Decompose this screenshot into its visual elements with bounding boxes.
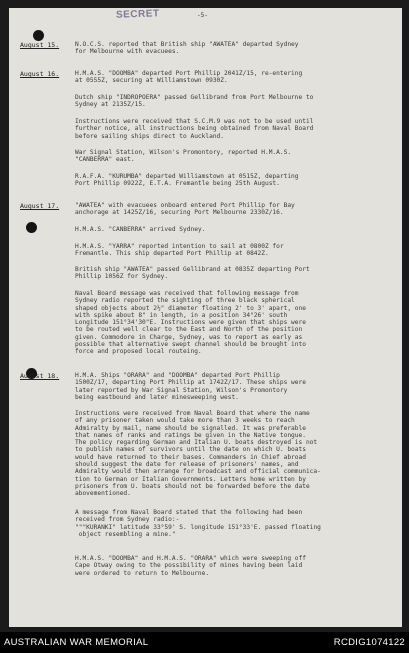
entry-paragraph: N.O.C.S. reported that British ship "AWATEA" departed Sydney for Melbourne with evacuees. bbox=[75, 41, 299, 56]
entry-paragraph: Naval Board message was received that following message from Sydney radio reported the sighting of three black spherical shaped objects about 2½" diameter floating 2' to 3' apart, one with spike about 8" in length, in a position 34°26' south Longitude 151°34'30"E. Instructions were given that ships were to be routed well clear to the East and North of the position given. Commodore in Charge, Sydney, was to report as early as possible that alternative swept channel should be brought into force and proposed local routeing. bbox=[75, 290, 306, 356]
archive-reference: RCDIG1074122 bbox=[333, 637, 405, 648]
entry-paragraph: Instructions were received that S.C.M.9 was not to be used until further notice, all instructions being obtained from Naval Board before sailing ships direct to Auckland. bbox=[75, 118, 314, 140]
entry-date: August 18. bbox=[20, 372, 60, 380]
entry-paragraph: War Signal Station, Wilson's Promontory, reported H.M.A.S. "CANBERRA" east. bbox=[75, 149, 292, 164]
entry-paragraph: Instructions were received from Naval Board that where the name of any prisoner taken would take more than 3 weeks to reach Admiralty by mail, name should be signalled. It was preferable that names of ranks and ratings be given in the Native tongue. The policy regarding German and Italian U. boats destroyed is not to publish names of survivors until the date on which U. boats would have returned to their bases. Commanders in Chief abroad should suggest the date for release of prisoners' names, and Admiralty would then arrange for broadcast and official communica- tion to German or Italian Governments. Letters home written by prisoners from U. boats should not be forwarded before the date abovementioned. bbox=[75, 410, 321, 498]
entry-paragraph: Dutch ship "INDROPOERA" passed Gellibrand from Port Melbourne to Sydney at 2135Z/15. bbox=[75, 94, 314, 109]
entry-paragraph: British ship "AWATEA" passed Gellibrand at 0835Z departing Port Phillip 1056Z for Sydney. bbox=[75, 266, 310, 281]
entry-paragraph: R.A.F.A. "KURUMBA" departed Williamstown at 0515Z, departing Port Phillip 0922Z, E.T.A. Fremantle being 25th August. bbox=[75, 173, 299, 188]
entry-paragraph: H.M.A.S. "CANBERRA" arrived Sydney. bbox=[75, 226, 206, 233]
entry-paragraph: A message from Naval Board stated that the following had been received from Sydney radio:- """KURANKI" latitude 33°59' S. longitude 151°33'E. passed floating object resembling a mine." bbox=[75, 509, 321, 538]
punch-hole bbox=[26, 222, 37, 233]
entry-date: August 15. bbox=[20, 41, 60, 49]
document-page bbox=[9, 8, 402, 627]
page-number: -5- bbox=[197, 12, 208, 19]
punch-hole bbox=[33, 30, 44, 41]
archive-footer bbox=[0, 632, 409, 653]
secret-stamp: SECRET bbox=[115, 8, 160, 21]
entry-paragraph: H.M.A.S. "DOOMBA" and H.M.A.S. "ORARA" which were sweeping off Cape Otway owing to the possibility of mines having been laid were ordered to return to Melbourne. bbox=[75, 555, 306, 577]
archive-name: AUSTRALIAN WAR MEMORIAL bbox=[4, 637, 149, 648]
entry-paragraph: H.M.A.S. "DOOMBA" departed Port Phillip 2041Z/15, re-entering at 0555Z, securing at Williamstown 0930Z. bbox=[75, 70, 303, 85]
entry-date: August 17. bbox=[20, 202, 60, 210]
entry-paragraph: H.M.A.S. "YARRA" reported intention to sail at 0800Z for Fremantle. This ship departed Port Phillip at 0842Z. bbox=[75, 243, 284, 258]
entry-date: August 16. bbox=[20, 70, 60, 78]
entry-paragraph: H.M.A. Ships "ORARA" and "DOOMBA" departed Port Phillip 1500Z/17, departing Port Phillip at 1742Z/17. These ships were later reported by War Signal Station, Wilson's Promontory being eastbound and later minesweeping west. bbox=[75, 372, 306, 401]
entry-paragraph: "AWATEA" with evacuees onboard entered Port Phillip for Bay anchorage at 1425Z/16, securing Port Melbourne 2330Z/16. bbox=[75, 202, 295, 217]
